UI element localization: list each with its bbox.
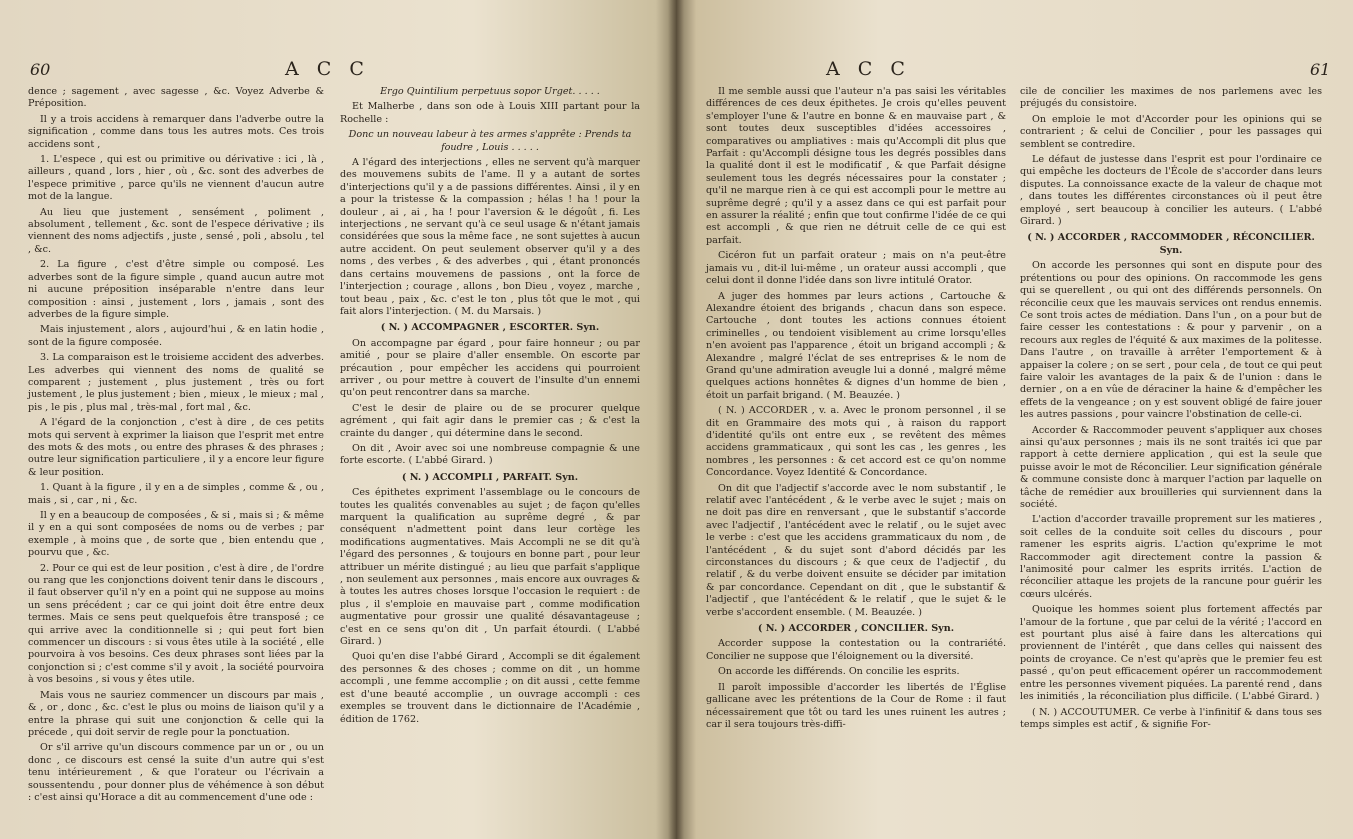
paragraph: Quoi qu'en dise l'abbé Girard , Accompli se dit également des personnes & des choses ; comme on dit , un homme accompli , une femme accomplie ; on dit aussi , cette femme est d'une beauté accomplie , un ouvrage accompli : ces exemples se trouvent dans le dictionnaire de l'Académie , édition de 1762.: [340, 651, 640, 725]
paragraph: On accorde les personnes qui sont en dispute pour des prétentions ou pour des opinions. On raccommode les gens qui se querellent , ou qui ont des différends personnels. On réconcilie ceux que les mauvais services ont rendus ennemis. Ce sont trois actes de médiation. Dans l'un , on a pour but de faire cesser les contestations : & pour y parvenir , on a recours aux regles de l'équité & aux maximes de la politesse. Dans l'autre , on travaille à arrêter l'emportement & à appaiser la colere ; on se sert , pour cela , de tout ce qui peut faire valoir les avantages de la paix & de l'union : dans le dernier , on a en vûe de déraciner la haine & d'empêcher les effets de la vengeance ; on y est souvent obligé de faire jouer les autres passions , pour vaincre l'obstination de celle-ci.: [1020, 260, 1322, 421]
paragraph: ( N. ) ACCOMPAGNER , ESCORTER. Syn.: [380, 322, 600, 334]
paragraph: Mais injustement , alors , aujourd'hui , & en latin hodie , sont de la figure composée.: [28, 324, 324, 348]
paragraph: C'est le desir de plaire ou de se procurer quelque agrément , qui fait agir dans le premier cas ; & c'est la crainte du danger , qui détermine dans le second.: [340, 402, 640, 439]
paragraph: Mais vous ne sauriez commencer un discours par mais , & , or , donc , &c. c'est le plus ou moins de liaison qu'il y a entre la phrase qui suit une conjonction & celle qui la précede , qui doit servir de regle pour la ponctuation.: [28, 689, 324, 738]
column-right-2: [1020, 86, 1322, 734]
page-number: 60: [30, 60, 51, 79]
paragraph: A juger des hommes par leurs actions , Cartouche & Alexandre étoient des brigands , chacun dans son espece. Cartouche , dont toutes les actions connues étoient criminelles , ou tendoient visiblement au crime lorsqu'elles n'en avoient pas l'apparence , étoit un brigand accompli ; & Alexandre , malgré l'éclat de ses entreprises & le nom de Grand qu'une admiration aveugle lui a donné , malgré même quelques actions honnêtes & dignes d'un homme de bien , étoit un parfait brigand. ( M. Beauzée. ): [706, 290, 1006, 401]
paragraph: 2. La figure , c'est d'être simple ou composé. Les adverbes sont de la figure simple , quand aucun autre mot ni aucune préposition inséparable n'entre dans leur composition : ainsi , justement , lors , jamais , sont des adverbes de la figure simple.: [28, 259, 324, 320]
paragraph: On emploie le mot d'Accorder pour les opinions qui se contrarient ; & celui de Concilier , pour les passages qui semblent se contredire.: [1020, 113, 1322, 150]
column-left-2: [340, 86, 640, 729]
column-right-1: [706, 86, 1006, 734]
paragraph: L'action d'accorder travaille proprement sur les matieres , soit celles de la conduite soit celles du discours , pour ramener les esprits aigris. L'action qu'exprime le mot Raccommoder agit directement contre la passion & l'animosité pour calmer les esprits irrités. L'action de réconcilier attaque les projets de la rancune pour guérir les cœurs ulcérés.: [1020, 514, 1322, 600]
paragraph: Cicéron fut un parfait orateur ; mais on n'a peut-être jamais vu , dit-il lui-même , un orateur aussi accompli , que celui dont il donne l'idée dans son livre intitulé Orator.: [706, 250, 1006, 287]
paragraph: Il y a trois accidens à remarquer dans l'adverbe outre la signification , comme dans tous les autres mots. Ces trois accidens sont ,: [28, 113, 324, 150]
paragraph: dence ; sagement , avec sagesse , &c. Voyez Adverbe & Préposition.: [28, 86, 324, 110]
running-head: A C C: [285, 58, 370, 80]
paragraph: ( N. ) ACCOMPLI , PARFAIT. Syn.: [401, 471, 579, 483]
paragraph: Ces épithetes expriment l'assemblage ou le concours de toutes les qualités convenables au sujet ; de façon qu'elles marquent la qualification au suprême degré , & par conséquent n'admettent point dans leur cortège les modifications augmentatives. Mais Accompli ne se dit qu'à l'égard des personnes , & toujours en bonne part , pour leur attribuer un mérite distingué ; au lieu que parfait s'applique , non seulement aux personnes , mais encore aux ouvrages & à toutes les autres choses lorsque l'occasion le requiert : de plus , il s'emploie en mauvaise part , comme modification augmentative pour grossir une qualité désavantageuse ; c'est en ce sens qu'on dit , Un parfait étourdi. ( L'abbé Girard. ): [340, 487, 640, 648]
paragraph: On dit que l'adjectif s'accorde avec le nom substantif , le relatif avec l'antécédent , & le verbe avec le sujet ; mais on ne doit pas dire en renversant , que le substantif s'accorde avec l'adjectif , l'antécédent avec le relatif , ou le sujet avec le verbe : c'est que les accidens grammaticaux du nom , de l'antécédent , & du sujet sont d'abord décidés par les circonstances du discours ; & que ceux de l'adjectif , du relatif , & du verbe doivent ensuite se décider par imitation & par concordance. Cependant on dit , que le substantif & l'adjectif , que l'antécédent & le relatif , que le sujet & le verbe s'accordent ensemble. ( M. Beauzée. ): [706, 482, 1006, 618]
paragraph: 1. Quant à la figure , il y en a de simples , comme & , ou , mais , si , car , ni , &c.: [28, 482, 324, 506]
paragraph: Il y en a beaucoup de composées , & si , mais si ; & même il y en a qui sont composées de noms ou de verbes ; par exemple , à moins que , de sorte que , bien entendu que , pourvu que , &c.: [28, 510, 324, 559]
paragraph: 3. La comparaison est le troisieme accident des adverbes. Les adverbes qui viennent des noms de qualité se comparent ; justement , plus justement , très ou fort justement , le plus justement ; bien , mieux , le mieux ; mal , pis , le pis , plus mal , très-mal , fort mal , &c.: [28, 352, 324, 413]
paragraph: Or s'il arrive qu'un discours commence par un or , ou un donc , ce discours est censé la suite d'un autre qui s'est tenu intérieurement , & que l'orateur ou l'écrivain a soussentendu , pour donner plus de véhémence à son début : c'est ainsi qu'Horace a dit au commencement d'une ode :: [28, 742, 324, 803]
paragraph: Donc un nouveau labeur à tes armes s'apprête : Prends ta foudre , Louis . . . . .: [348, 129, 632, 153]
paragraph: Quoique les hommes soient plus fortement affectés par l'amour de la fortune , que par celui de la vérité ; l'accord en est pourtant plus aisé à faire dans les altercations qui proviennent de l'intérêt , que dans celles qui naissent des points de croyance. Ce n'est qu'après que le premier feu est passé , qu'on peut efficacement opérer un raccommodement entre les personnes vivement piquées. La parenté rend , dans les inimitiés , la réconciliation plus difficile. ( L'abbé Girard. ): [1020, 604, 1322, 703]
paragraph: cile de concilier les maximes de nos parlemens avec les préjugés du consistoire.: [1020, 86, 1322, 110]
paragraph: Accorder suppose la contestation ou la contrariété. Concilier ne suppose que l'éloignement ou la diversité.: [706, 638, 1006, 662]
column-left-1: [28, 86, 324, 807]
paragraph: A l'égard de la conjonction , c'est à dire , de ces petits mots qui servent à exprimer la liaison que l'esprit met entre des mots & des mots , ou entre des phrases & des phrases ; outre leur signification particuliere , il y a encore leur figure & leur position.: [28, 417, 324, 478]
paragraph: Le défaut de justesse dans l'esprit est pour l'ordinaire ce qui empêche les docteurs de l'École de s'accorder dans leurs disputes. La connoissance exacte de la valeur de chaque mot , dans toutes les différentes circonstances où il peut être employé , sert beaucoup à concilier les auteurs. ( L'abbé Girard. ): [1020, 154, 1322, 228]
paragraph: 2. Pour ce qui est de leur position , c'est à dire , de l'ordre ou rang que les conjonctions doivent tenir dans le discours , il faut observer qu'il n'y en a point qui ne suppose au moins un sens précédent ; car ce qui joint doit être entre deux termes. Mais ce sens peut quelquefois être transposé ; ce qui arrive avec la conditionnelle si ; qui peut fort bien commencer un discours : si vous êtes utile à la société , elle pourvoira à vos besoins. Ces deux phrases sont liées par la conjonction si ; c'est comme s'il y avoit , la société pourvoira à vos besoins , si vous y êtes utile.: [28, 562, 324, 686]
paragraph: On dit , Avoir avec soi une nombreuse compagnie & une forte escorte. ( L'abbé Girard. ): [340, 442, 640, 467]
paragraph: On accorde les différends. On concilie les esprits.: [718, 666, 960, 678]
paragraph: Il paroît impossible d'accorder les libertés de l'Église gallicane avec les prétentions de la Cour de Rome : il faut nécessairement que tôt ou tard les unes ruinent les autres ; car il sera toujours très-diffi-: [706, 681, 1006, 730]
paragraph: 1. L'espece , qui est ou primitive ou dérivative : ici , là , ailleurs , quand , lors , hier , où , &c. sont des adverbes de l'espece primitive , parce qu'ils ne viennent d'aucun autre mot de la langue.: [28, 154, 324, 203]
paragraph: ( N. ) ACCORDER , RACCOMMODER , RÉCONCILIER. Syn.: [1027, 232, 1315, 256]
book-gutter: [668, 0, 684, 839]
paragraph: Il me semble aussi que l'auteur n'a pas saisi les véritables différences de ces deux épithetes. Je crois qu'elles peuvent s'employer l'une & l'autre en bonne & en mauvaise part , & sont toutes deux susceptibles d'idées accessoires , comparatives ou ampliatives : mais qu'Accompli dit plus que Parfait : qu'Accompli désigne tous les degrés possibles dans la qualité dont il est le modificatif , & que Parfait désigne seulement tous les degrés nécessaires pour la constater ; qu'il ne marque rien à ce qui est accompli pour le mettre au suprême degré ; qu'il y a assez dans ce qui est parfait pour en assurer la réalité ; enfin que tout confirme l'idée de ce qui est accompli , & que rien ne détruit celle de ce qui est parfait.: [706, 86, 1006, 246]
left-page: [0, 0, 676, 839]
paragraph: ( N. ) ACCORDER , v. a. Avec le pronom personnel , il se dit en Grammaire des mots qui , à raison du rapport d'identité qu'ils ont entre eux , se revêtent des mêmes accidens grammaticaux , qui sont les cas , les genres , les nombres , les personnes : & cet accord est ce qu'on nomme Concordance. Voyez Identité & Concordance.: [706, 405, 1006, 479]
paragraph: Et Malherbe , dans son ode à Louis XIII partant pour la Rochelle :: [340, 101, 640, 125]
running-head: A C C: [826, 58, 911, 80]
paragraph: Au lieu que justement , sensément , poliment , absolument , tellement , &c. sont de l'espece dérivative ; ils viennent des noms adjectifs , juste , sensé , poli , absolu , tel , &c.: [28, 206, 324, 255]
paragraph: On accompagne par égard , pour faire honneur ; ou par amitié , pour se plaire d'aller ensemble. On escorte par précaution , pour empêcher les accidens qui pourroient arriver , ou pour mettre à couvert de l'insulte d'un ennemi qu'on peut rencontrer dans sa marche.: [340, 337, 640, 399]
paragraph: ( N. ) ACCORDER , CONCILIER. Syn.: [757, 623, 955, 635]
page-number: 61: [1310, 60, 1331, 79]
paragraph: Ergo Quintilium perpetuus sopor Urget. . . . .: [380, 86, 600, 97]
paragraph: Accorder & Raccommoder peuvent s'appliquer aux choses ainsi qu'aux personnes ; mais ils ne sont traités ici que par rapport à cette derniere application , qui est la seule que puisse avoir le mot de Réconcilier. Leur signification générale & commune consiste donc à marquer l'action par laquelle on tâche de remédier aux brouilleries qui surviennent dans la société.: [1020, 424, 1322, 510]
right-page: [676, 0, 1353, 839]
paragraph: ( N. ) ACCOUTUMER. Ce verbe à l'infinitif & dans tous ses temps simples est actif , & signifie For-: [1020, 706, 1322, 730]
paragraph: A l'égard des interjections , elles ne servent qu'à marquer des mouvemens subits de l'ame. Il y a autant de sortes d'interjections qu'il y a de passions différentes. Ainsi , il y en a pour la tristesse & la compassion ; hélas ! ha ! pour la douleur , ai , ai , ha ! pour l'aversion & le dégoût , fi. Les interjections , ne servant qu'à ce seul usage & n'étant jamais considérées que sous la même face , ne sont sujettes à aucun autre accident. On peut seulement observer qu'il y a des noms , des verbes , & des adverbes , qui , étant prononcés dans certains mouvemens de passions , ont la force de l'interjection ; courage , allons , bon Dieu , voyez , marche , tout beau , paix , &c. c'est le ton , plus tôt que le mot , qui fait alors l'interjection. ( M. du Marsais. ): [340, 157, 640, 317]
